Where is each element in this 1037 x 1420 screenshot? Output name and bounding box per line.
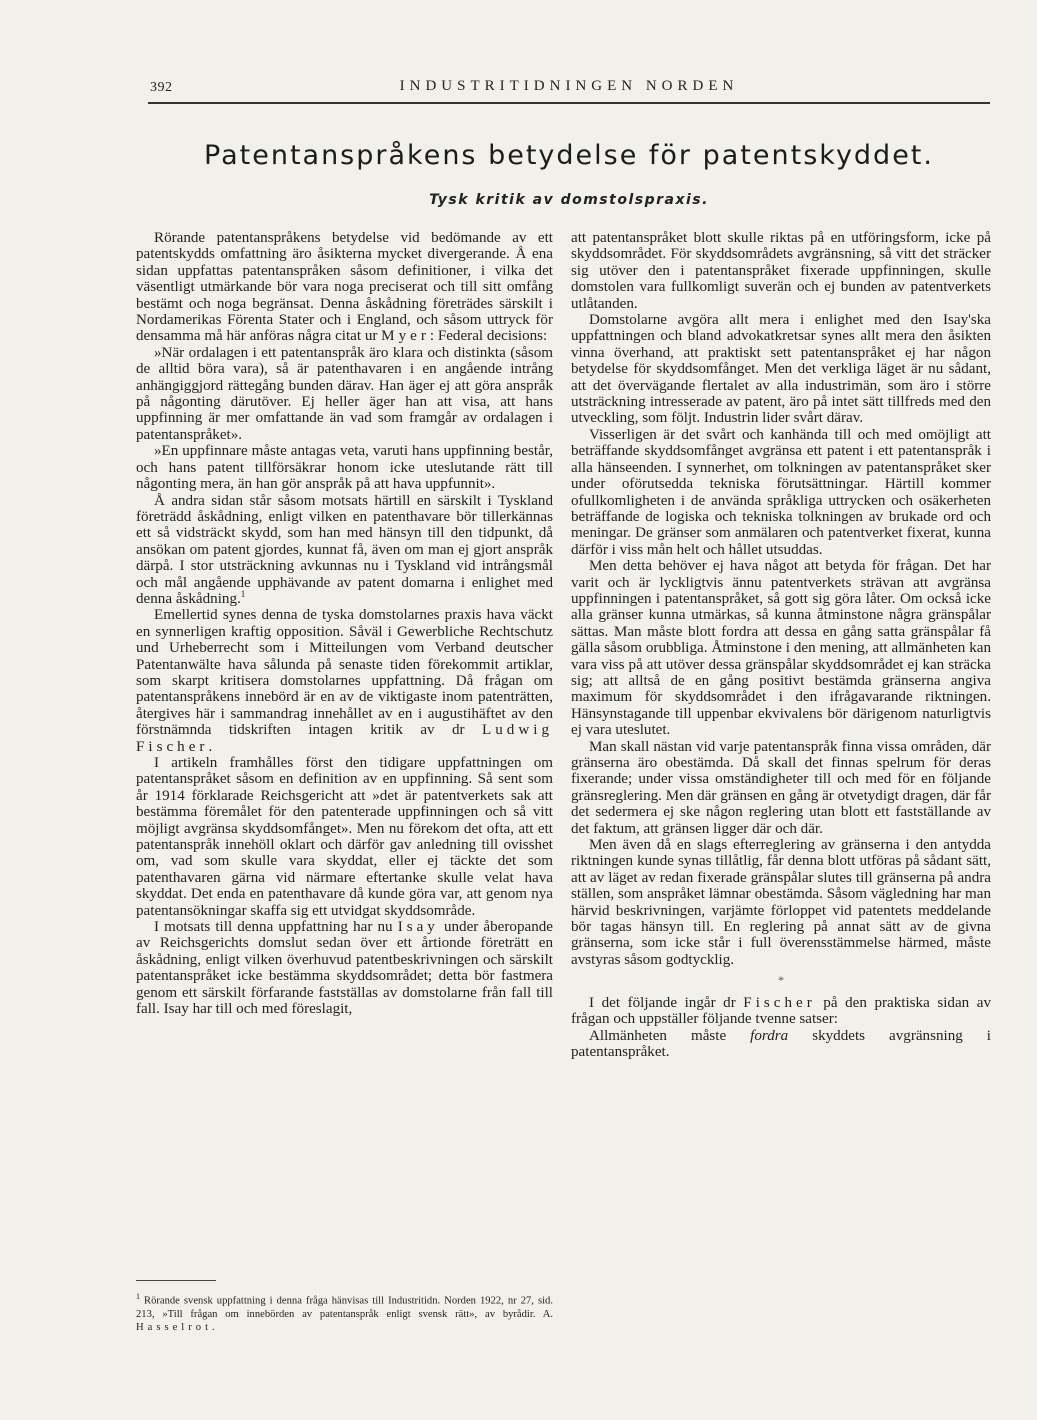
footnote: $^1$ Rörande svensk uppfattning i denna fråga hänvisas till Industritidn. Norden 1922, nr 27, sid. 213, »Till frågan om innebörden av patentanspråk enligt svensk rätt», av byrådir. A. Hasselrot. [136,1292,553,1333]
header-rule [148,102,990,104]
right-column [571,230,991,1060]
paragraph: I motsats till denna uppfattning har nu Isay under åberopande av Reichsgerichts domslut sedan över ett årtionde företrätt en åskådning, enligt vilken överhuvud patentbeskrivningen och särskilt patentanspråket icke bestämma skyddsområdet; detta bör fastmera genom ett särskilt förfarande fastställas av domstolarne från fall till fall. Isay har till och med föreslagit, [136,919,553,1018]
paragraph: Emellertid synes denna de tyska domstolarnes praxis hava väckt en synnerligen kraftig opposition. Såväl i Gewerbliche Rechtschutz und Urheberrecht som i Mitteilungen vom Verband deutscher Patentanwälte hava sålunda på senaste tiden förekommit artiklar, som skarpt kritisera domstolarnes uppfattning. Då frågan om patentanspråkens innebörd är en av de viktigaste inom patenträtten, återgives här i sammandrag innehållet av en i augustihäftet av den förstnämnda tidskriften intagen kritik av dr Ludwig Fischer. [136,607,553,755]
paragraph: »När ordalagen i ett patentanspråk äro klara och distinkta (såsom de alltid böra vara), så är patenthavaren i en angående intrång anhängiggjord rättegång bunden därav. Han äger ej att göra anspråk på någonting därutöver. Ej heller äger han att visa, att hans uppfinning är mer omfattande än vad som framgår av ordalagen i patentanspråket». [136,344,553,443]
footnote-rule [136,1280,216,1281]
paragraph: Rörande patentanspråkens betydelse vid bedömande av ett patentskydds omfattning äro åsikterna mycket divergerande. Å ena sidan uppfattas patentanspråken såsom definitioner, i vilka det väsentligt utmärkande bör vara noga preciserat och till sitt omfång bestämt och noga begränsat. Denna åskådning företrädes särskilt i Nordamerikas Förenta Stater och i England, och såsom uttryck för densamma må här anföras några citat ur Myer: Federal decisions: [136,230,553,345]
paragraph: Men även då en slags efterreglering av gränserna i den antydda riktningen kunde synas tillåtlig, får denna blott utföras på sådant sätt, att av läget av redan fixerade gränspålar slutes till gränserna på andra ställen, som anspråket lämnar obestämda. Såsom vägledning har man härvid beskrivningen, varjämte förloppet vid patentets meddelande bör tagas hänsyn till. En reglering på annat sätt av de givna gränserna, som icke står i full överensstämmelse härmed, måste avstyras såsom godtycklig. [571,837,991,968]
section-divider: * [778,973,784,988]
paragraph: att patentanspråket blott skulle riktas på en utföringsform, icke på skyddsområdet. För skyddsområdets avgränsning, så vitt det sträcker sig utöver den i patentanspråket fixerade uppfinningen, skulle domstolen vara fullkomligt suverän och ej bunden av patentverkets utlåtanden. [571,230,991,312]
paragraph: Allmänheten måste fordra skyddets avgränsning i patentanspråket. [571,1027,991,1060]
page-number: 392 [150,80,173,95]
paragraph: Man skall nästan vid varje patentanspråk finna vissa områden, där gränserna äro obestämda. Då skall det finnas spelrum för deras fixerande; under vissa omständigheter till och med för en följande gränsreglering. Men där gränsen en gång är otvetydigt dragen, där får det sedermera ej ske någon reglering utan blott ett fastställande av det faktum, att gränsen ligger där och där. [571,738,991,837]
paragraph: Domstolarne avgöra allt mera i enlighet med den Isay'ska uppfattningen och bland advokatkretsar synes allt mera den åsikten vinna överhand, att praktiskt sett patentanspråket ej har någon betydelse för skyddsomfånget. Men det verkliga läget är nu sådant, att det övervägande flertalet av alla industrimän, som äro i större utsträckning intresserade av patent, äro på intet sätt tillfreds med den utveckling, som följt. Industrin lider svårt därav. [571,312,991,427]
paragraph: I artikeln framhålles först den tidigare uppfattningen om patentanspråket såsom en definition av en uppfinning. Så sent som år 1914 förklarade Reichsgericht att »det är patentverkets sak att bestämma föremålet för den patenterade uppfinningen och så vitt möjligt avgränsa skyddsomfånget». Men nu förekom det ofta, att ett patentanspråk innehöll oklart och därför gav anledning till ovisshet om, vad som skulle vara skyddat, eller ej täckte det som patenthavaren gärna vid närmare eftertanke skulle velat hava skyddat. Det enda en patenthavare då kunde göra var, att genom nya patentansökningar skaffa sig ett utvidgat skyddsområde. [136,755,553,919]
paragraph: Men detta behöver ej hava något att betyda för frågan. Det har varit och är lyckligtvis ännu patentverkets strävan att avgränsa uppfinningen i patentanspråket, så gott sig göra låter. Om också icke alla gränser kunna utmärkas, så kunna åtminstone några gränspålar sättas. Man måste blott fordra att dessa en gång satta gränspålar få gälla såsom orubbliga. Åtminstone i den mening, att allmänheten kan vara viss på att utöver dessa gränspålar skyddsområdet ej kan sträcka sig; att alltså de en gång positivt bestämda gränserna angiva maximum för skyddsområdet i den ifrågavarande riktningen. Hänsynstagande till uppenbar ekvivalens bör därigenom naturligtvis ej vara uteslutet. [571,558,991,739]
paragraph: »En uppfinnare måste antagas veta, varuti hans uppfinning består, och hans patent tillförsäkrar honom icke uteslutande rätt till någonting mera, än han gör anspråk på att hava uppfunnit». [136,443,553,493]
running-title: INDUSTRITIDNINGEN NORDEN [399,78,739,94]
paragraph: Visserligen är det svårt och kanhända till och med omöjligt att beträffande skyddsomfånget avgränsa ett patent i ett patentanspråk i alla hänseenden. I synnerhet, om tolkningen av patentanspråket sker under oförutsedda tekniska förutsättningar. Härtill kommer ofullkomligheten i de använda språkliga uttrycken och osäkerheten beträffande de logiska och tekniska tolkningen av brukade ord och meningar. De gränser som anmälaren och patentverket fixerat, kunna därför i viss mån helt och hållet utsuddas. [571,426,991,558]
paragraph: Å andra sidan står såsom motsats härtill en särskilt i Tyskland företrädd åskådning, enligt vilken en patenthavare bör tillerkännas ett så vidsträckt skydd, som han med hänsyn till den tidpunkt, då ansökan om patent gjordes, kunnat få, även om man ej gjort anspråk därpå. I stor utsträckning avkunnas nu i Tyskland vid intrångsmål och mål angående upphävande av patent domarna i enlighet med denna åskådning.$^1$ [136,492,553,607]
footnote-ref: 1 [240,588,246,599]
footnote-mark: 1 [136,1292,140,1301]
article-subtitle: Tysk kritik av domstolspraxis. [429,192,709,208]
paragraph: I det följande ingår dr Fischer på den praktiska sidan av frågan och uppställer följande tvenne satser: [571,994,991,1028]
left-column [136,230,553,1018]
article-title: Patentanspråkens betydelse för patentskyddet. [204,140,934,171]
